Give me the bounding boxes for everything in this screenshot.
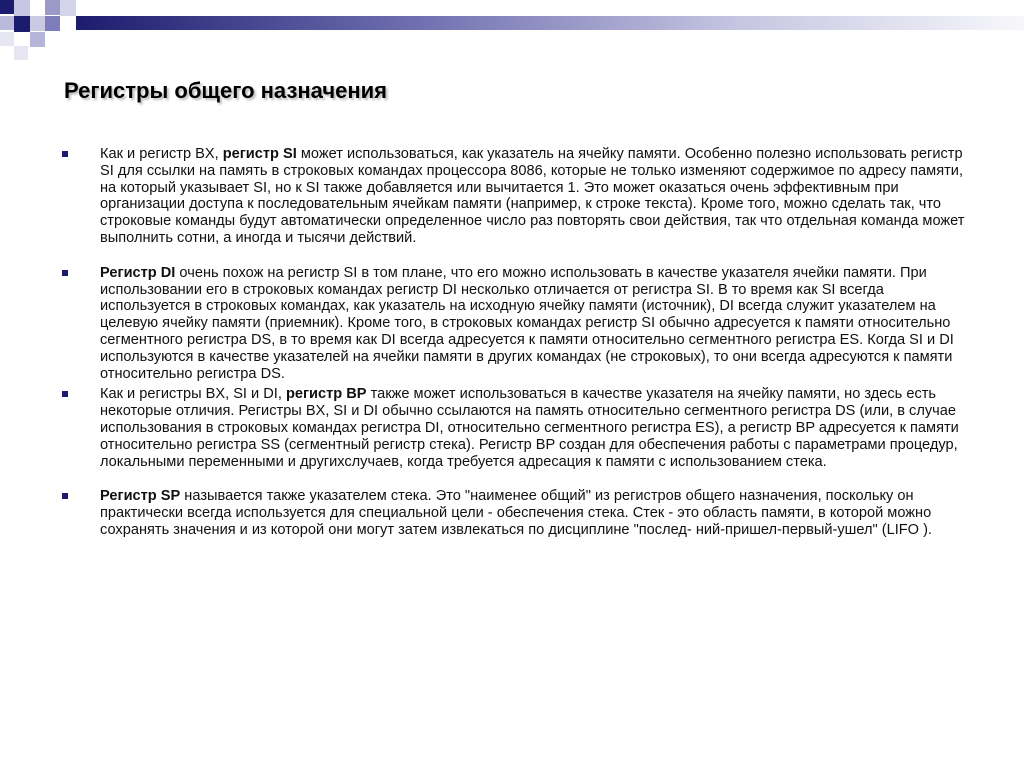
text-post: также может использоваться в качестве указателя на ячейку памяти, но здесь есть некоторые отличия. Регистры BX, SI и DI обычно ссылаются на память относительно сегментного регистра DS (или, в случае использования в строковых командах регистра DI, относительно сегментного регистра ES), а регистр BP адресуется к памяти относительно регистра SS (сегментный регистр стека). Регистр BP создан для обеспечения работы с параметрами процедур, локальными переменными и другихслучаев, когда требуется адресация к памяти с использованием стека. — [100, 386, 959, 470]
bullet-text — [100, 146, 964, 246]
header-gradient-bar — [76, 16, 1024, 30]
decor-square — [45, 0, 60, 15]
square-bullet-icon — [62, 270, 68, 276]
bullet-text — [100, 488, 932, 538]
term-bold: Регистр DI — [100, 264, 176, 281]
bullet-list — [62, 146, 972, 557]
text-pre: Как и регистры BX, SI и DI, — [100, 386, 286, 403]
decor-square — [45, 16, 60, 31]
text-pre: Как и регистр BX, — [100, 146, 223, 162]
text-post: очень похож на регистр SI в том плане, что его можно использовать в качестве указателя ячейки памяти. При использовании его в строковых командах регистр DI несколько отличается от регистра SI. В то время как SI всегда используется в строковых командах, как указатель на исходную ячейку памяти (источник), DI всегда служит указателем на целевую ячейку памяти (приемник). Кроме того, в строковых командах регистр SI обычно адресуется к памяти относительно сегментного регистра DS, в то время как DI всегда адресуется к памяти относительно сегментного регистра ES. Когда SI и DI используются в качестве указателей на ячейки памяти в других командах (не строковых), то они всегда адресуются к памяти относительно регистра DS. — [100, 264, 954, 382]
decor-square — [0, 32, 14, 46]
decor-square — [14, 16, 30, 32]
decor-square — [14, 0, 30, 16]
decor-square — [30, 16, 45, 31]
bullet-item-bp — [62, 386, 972, 470]
bullet-item-si — [62, 146, 972, 247]
slide-title: Регистры общего назначения — [64, 78, 388, 103]
term-bold: Регистр SP — [100, 488, 181, 505]
term-bold: регистр SI — [222, 146, 297, 162]
decor-square — [30, 32, 45, 47]
text-post: может использоваться, как указатель на ячейку памяти. Особенно полезно использовать регистр SI для ссылки на память в строковых командах процессора 8086, которые не только изменяют содержимое по адресу памяти, на который указывает SI, но к SI также добавляется или вычитается 1. Это может оказаться очень эффективным при организации доступа к последовательным ячейкам памяти (например, к строке текста). Кроме того, можно сделать так, что строковые команды будут автоматически определенное число раз повторять свои действия, так что отдельная команда может выполнить сотни, а иногда и тысячи действий. — [100, 146, 965, 246]
term-bold: регистр BP — [285, 386, 367, 403]
square-bullet-icon — [62, 151, 68, 157]
bullet-text — [100, 265, 954, 382]
square-bullet-icon — [62, 391, 68, 397]
decor-square — [60, 0, 76, 16]
decor-square — [0, 0, 14, 14]
square-bullet-icon — [62, 493, 68, 499]
text-post: называется также указателем стека. Это "наименее общий" из регистров общего назначения, поскольку он практически всегда используется для специальной цели - обеспечения стека. Стек - это область памяти, в которой можно сохранять значения и из которой они могут затем извлекаться по дисциплине "послед- ний-пришел-первый-ушел" (LIFO ). — [100, 488, 932, 538]
decor-square — [14, 46, 28, 60]
bullet-item-sp — [62, 488, 972, 538]
bullet-item-di — [62, 265, 972, 383]
bullet-text — [100, 386, 959, 469]
decor-square — [0, 16, 14, 30]
